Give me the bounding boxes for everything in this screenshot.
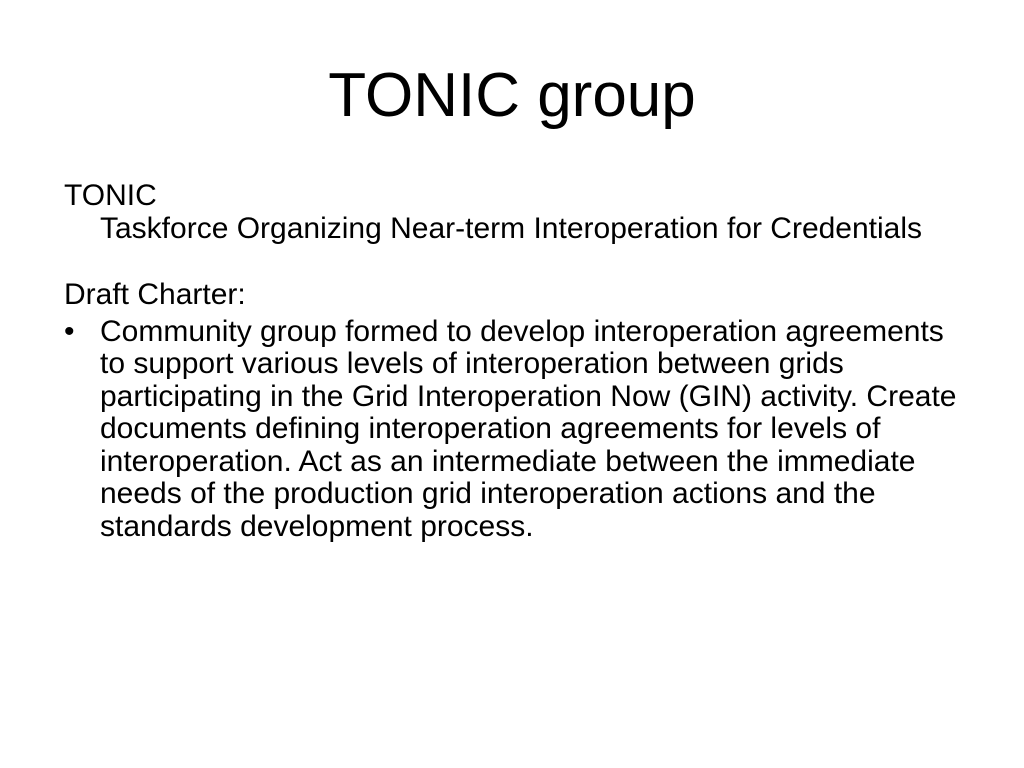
acronym-definition: Taskforce Organizing Near-term Interoperation for Credentials (100, 211, 923, 245)
charter-label: Draft Charter: (64, 278, 246, 311)
charter-bullet-item (64, 316, 964, 544)
acronym-term: TONIC (64, 179, 157, 212)
slide-title: TONIC group (328, 61, 696, 130)
charter-bullet-list (64, 316, 964, 544)
slide-body (64, 180, 964, 543)
charter-bullet-text: Community group formed to develop interoperation agreements to support various levels of interoperation between grids participating in the Grid Interoperation Now (GIN) activity. Create documents defining interoperation agreements for levels of interoperation. Act as an intermediate between the immediate needs of the production grid interoperation actions and the standards development process. (100, 314, 957, 543)
bullet-dot-icon: • (64, 314, 75, 348)
paragraph-spacer (64, 245, 964, 279)
